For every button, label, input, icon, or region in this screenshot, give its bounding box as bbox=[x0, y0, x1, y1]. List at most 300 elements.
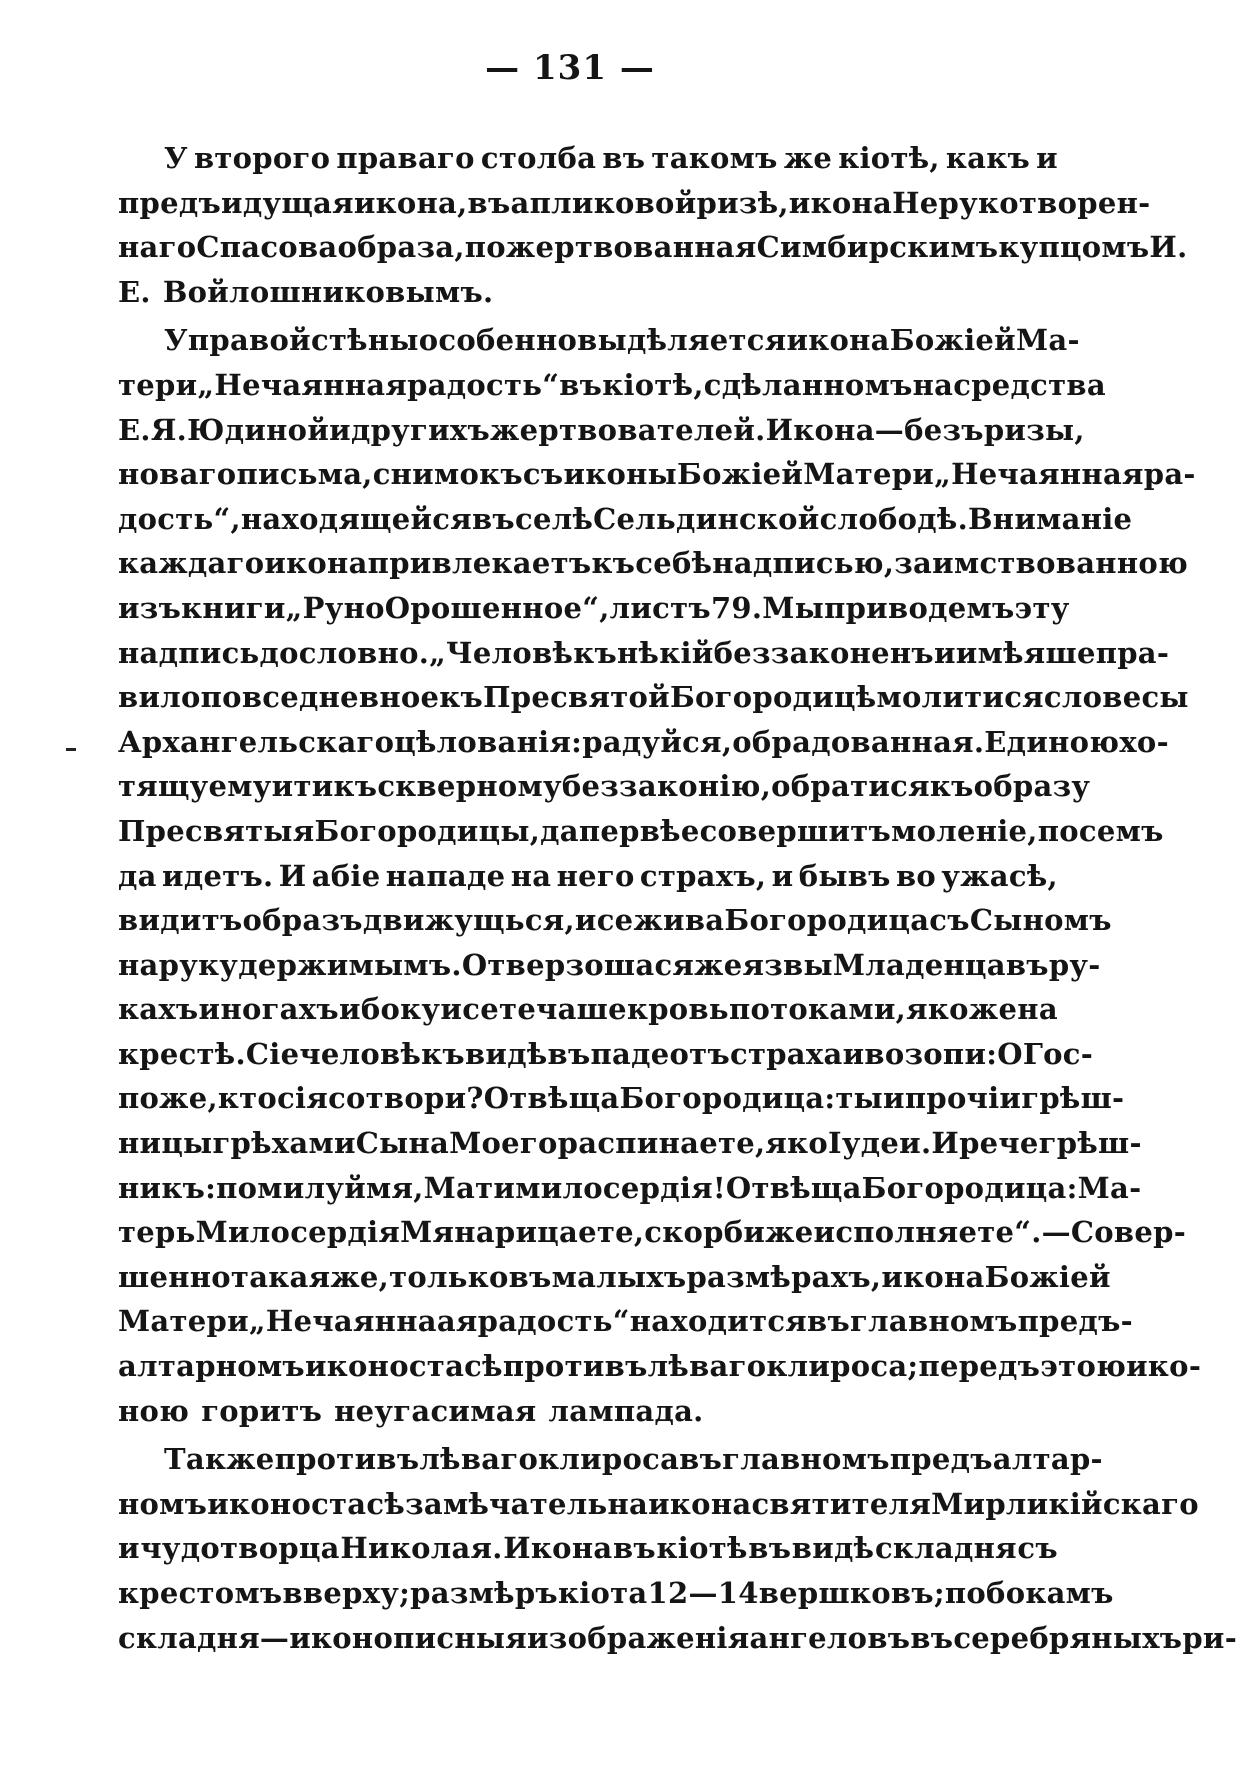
word: ною bbox=[118, 1393, 190, 1428]
word: клироса; bbox=[766, 1349, 919, 1384]
word: на bbox=[118, 947, 159, 982]
word: съ bbox=[1017, 1531, 1058, 1566]
word: У bbox=[164, 323, 188, 358]
margin-mark bbox=[66, 748, 76, 751]
word: и bbox=[198, 992, 221, 1027]
word: лампада. bbox=[548, 1393, 704, 1428]
word: человѣкъ bbox=[299, 1036, 465, 1071]
word: и bbox=[329, 412, 351, 447]
word: нападе bbox=[385, 858, 506, 893]
word: семъ bbox=[1078, 813, 1164, 848]
word: Я. bbox=[150, 412, 188, 447]
word: 12—14 bbox=[647, 1576, 759, 1610]
word: и bbox=[440, 992, 463, 1027]
text-line bbox=[118, 541, 1189, 586]
word: и bbox=[1036, 141, 1058, 175]
word: Богородицѣ bbox=[669, 680, 877, 715]
word: Ма- bbox=[1015, 323, 1080, 358]
word: въ bbox=[602, 141, 646, 175]
word: 79. bbox=[710, 590, 763, 625]
word: главномъ bbox=[722, 1442, 890, 1477]
text-line bbox=[118, 318, 1080, 363]
word: праваго bbox=[336, 141, 475, 175]
word: въ bbox=[467, 185, 511, 220]
word: размѣрахъ, bbox=[686, 1259, 882, 1294]
word: скверному bbox=[377, 769, 562, 804]
word: заимствованною bbox=[894, 546, 1189, 581]
word: предъидущая bbox=[118, 185, 354, 220]
word: малыхъ bbox=[551, 1259, 687, 1294]
word: по bbox=[944, 1576, 987, 1610]
word: и bbox=[842, 1036, 865, 1071]
text-line bbox=[118, 497, 1133, 542]
word: снимокъ bbox=[372, 457, 523, 492]
word: передъ bbox=[918, 1349, 1041, 1384]
word: Божіей bbox=[984, 1259, 1111, 1294]
word: Матери bbox=[803, 457, 935, 492]
word: во bbox=[895, 858, 937, 893]
word: листъ bbox=[609, 590, 711, 625]
word: ико- bbox=[1126, 1349, 1202, 1384]
word: рече bbox=[959, 1126, 1039, 1161]
word: нарицаете, bbox=[454, 1215, 645, 1250]
word: ангеловъ bbox=[749, 1620, 911, 1655]
word: и bbox=[574, 903, 597, 938]
word: ити bbox=[271, 769, 334, 804]
word: вило bbox=[118, 680, 201, 715]
word: Е. bbox=[118, 412, 151, 447]
word: иконы bbox=[563, 457, 678, 492]
word: эту bbox=[1014, 590, 1070, 625]
word: „Руно bbox=[285, 590, 385, 625]
word: крестомъ bbox=[118, 1576, 283, 1610]
word: Сыномъ bbox=[969, 903, 1112, 938]
word: письма, bbox=[236, 457, 373, 492]
word: Отвѣща bbox=[483, 1081, 620, 1116]
word: средства bbox=[953, 367, 1106, 402]
word: Мати bbox=[423, 1170, 516, 1205]
word: Мирликійскаго bbox=[931, 1486, 1199, 1521]
word: первѣе bbox=[578, 813, 700, 848]
word: страха bbox=[730, 1036, 843, 1071]
text-line bbox=[118, 1121, 1142, 1166]
word: цѣлованія: bbox=[394, 724, 583, 759]
word: икона, bbox=[353, 185, 468, 220]
word: кровь bbox=[626, 992, 729, 1027]
word: Богородица bbox=[724, 903, 930, 938]
word: Нерукотворен- bbox=[892, 185, 1151, 220]
text-line bbox=[118, 1482, 1199, 1527]
word: кто bbox=[217, 1081, 278, 1116]
word: Божіей bbox=[889, 323, 1016, 358]
word: радость“ bbox=[477, 1304, 630, 1339]
word: страхъ, bbox=[639, 858, 767, 893]
word: правой bbox=[187, 323, 311, 358]
word: выдѣляется bbox=[577, 323, 787, 358]
text-line bbox=[118, 270, 1058, 315]
word: къ bbox=[929, 769, 974, 804]
word: предъ- bbox=[1017, 1304, 1133, 1339]
word: совершитъ bbox=[699, 813, 892, 848]
text-line bbox=[118, 586, 1070, 631]
word: кахъ bbox=[118, 992, 199, 1027]
word: Войлошниковымъ. bbox=[162, 274, 494, 309]
word: кіотѣ bbox=[656, 1531, 748, 1566]
word: каждаго bbox=[118, 546, 265, 581]
word: особенно bbox=[418, 323, 578, 358]
text-line bbox=[118, 943, 1101, 988]
text-line bbox=[118, 720, 1169, 765]
word: „Нечаянная bbox=[934, 457, 1144, 492]
word: находится bbox=[629, 1304, 808, 1339]
word: него bbox=[556, 858, 635, 893]
word: въ bbox=[910, 1620, 954, 1655]
word: главномъ bbox=[850, 1304, 1018, 1339]
word: держимымъ. bbox=[238, 947, 462, 982]
word: и bbox=[338, 992, 361, 1027]
text-line bbox=[118, 1032, 1094, 1077]
word: исполняете“.—Совер- bbox=[813, 1215, 1187, 1250]
text-line bbox=[118, 225, 1188, 270]
word: надпись bbox=[118, 635, 260, 670]
word: язвы bbox=[742, 947, 833, 982]
word: се bbox=[596, 903, 634, 938]
word: Божіей bbox=[677, 457, 804, 492]
word: мя, bbox=[366, 1170, 424, 1205]
word: въ bbox=[508, 1259, 552, 1294]
word: же, bbox=[330, 1259, 390, 1294]
word: съ bbox=[929, 903, 970, 938]
word: же bbox=[765, 1215, 814, 1250]
word: только bbox=[389, 1259, 509, 1294]
word: этою bbox=[1040, 1349, 1127, 1384]
word: Моего bbox=[449, 1126, 558, 1161]
word: Отвѣща bbox=[725, 1170, 862, 1205]
word: апликовой bbox=[510, 185, 697, 220]
word: клироса bbox=[538, 1442, 680, 1477]
word: яко bbox=[906, 992, 969, 1027]
word: какъ bbox=[945, 141, 1031, 175]
word: Сельдинской bbox=[593, 501, 820, 536]
word: Вниманіе bbox=[967, 501, 1133, 536]
word: лѣваго bbox=[647, 1349, 767, 1384]
word: имѣяше bbox=[955, 635, 1096, 670]
word: слободѣ. bbox=[819, 501, 968, 536]
word: ты bbox=[835, 1081, 884, 1116]
word: терь bbox=[118, 1215, 196, 1250]
word: кіотѣ, bbox=[602, 367, 704, 402]
word: движущься, bbox=[362, 903, 575, 938]
word: на bbox=[1017, 992, 1058, 1027]
word: сотвори? bbox=[328, 1081, 484, 1116]
word: икона bbox=[881, 1259, 985, 1294]
word: и bbox=[883, 1081, 905, 1116]
word: повседневное bbox=[200, 680, 440, 715]
word: Сына bbox=[355, 1126, 450, 1161]
word: Богородицы, bbox=[314, 813, 541, 848]
word: ру- bbox=[1048, 947, 1101, 982]
word: дословно. bbox=[259, 635, 430, 670]
word: икона bbox=[786, 323, 890, 358]
word: горитъ bbox=[201, 1393, 323, 1428]
word: чудотворца bbox=[140, 1531, 340, 1566]
word: на bbox=[510, 858, 552, 893]
word: шенно bbox=[118, 1259, 231, 1294]
word: Сіе bbox=[245, 1036, 300, 1071]
word: О bbox=[997, 1036, 1023, 1071]
word: Спасова bbox=[196, 230, 338, 265]
word: серебряныхъ bbox=[953, 1620, 1183, 1655]
text-line bbox=[118, 1210, 1187, 1255]
word: да bbox=[118, 858, 157, 893]
word: бокамъ bbox=[986, 1576, 1114, 1610]
word: Икона bbox=[503, 1531, 613, 1566]
word: изображенія bbox=[527, 1620, 750, 1655]
word: грѣш- bbox=[1021, 1081, 1125, 1116]
word: надписью, bbox=[712, 546, 895, 581]
word: Богородица: bbox=[619, 1081, 836, 1116]
word: себѣ bbox=[635, 546, 713, 581]
word: Юдиной bbox=[187, 412, 330, 447]
word: столба bbox=[480, 141, 597, 175]
text-line bbox=[118, 1166, 1142, 1211]
word: вверху; bbox=[282, 1576, 411, 1610]
word: ужасѣ, bbox=[941, 858, 1058, 893]
word: же bbox=[694, 947, 743, 982]
word: Пресвятыя bbox=[118, 813, 315, 848]
word: привлекаетъ bbox=[367, 546, 592, 581]
word: бывъ bbox=[798, 858, 891, 893]
word: Пресвятой bbox=[483, 680, 670, 715]
word: помилуй bbox=[216, 1170, 367, 1205]
word: Гос- bbox=[1022, 1036, 1094, 1071]
text-line bbox=[118, 1437, 1103, 1482]
word: вершковъ; bbox=[758, 1576, 945, 1610]
word: Также bbox=[164, 1442, 275, 1477]
word: течаше bbox=[499, 992, 627, 1027]
word: и bbox=[771, 858, 794, 893]
text-line bbox=[118, 136, 1058, 181]
word: иконостасѣ bbox=[304, 1349, 503, 1384]
word: селѣ bbox=[514, 501, 594, 536]
word: Младенца bbox=[832, 947, 1006, 982]
text-line bbox=[118, 764, 1091, 809]
text-line bbox=[118, 408, 1085, 453]
text-line bbox=[118, 1255, 1111, 1300]
text-line bbox=[118, 631, 1170, 676]
word: противъ bbox=[502, 1349, 648, 1384]
word: противъ bbox=[274, 1442, 420, 1477]
word: распинаете, bbox=[557, 1126, 766, 1161]
word: грѣхами bbox=[212, 1126, 356, 1161]
text-line bbox=[118, 363, 1106, 408]
word: въ bbox=[748, 1531, 792, 1566]
word: молитися bbox=[876, 680, 1044, 715]
word: стѣны bbox=[310, 323, 419, 358]
word: И. bbox=[1149, 230, 1188, 265]
word: неугасимая bbox=[334, 1393, 537, 1428]
word: хо- bbox=[1119, 724, 1169, 759]
word: образа, bbox=[337, 230, 465, 265]
word: ему bbox=[208, 769, 272, 804]
text-line bbox=[118, 898, 1112, 943]
word: ра- bbox=[1143, 457, 1196, 492]
word: другихъ bbox=[350, 412, 491, 447]
word: радуйся, bbox=[582, 724, 733, 759]
word: „Нечаянная bbox=[197, 367, 408, 402]
word: Симбирскимъ bbox=[756, 230, 999, 265]
text-line bbox=[118, 987, 1058, 1032]
word: къ bbox=[333, 769, 378, 804]
word: пра- bbox=[1095, 635, 1170, 670]
word: новаго bbox=[118, 457, 237, 492]
word: радость“ bbox=[407, 367, 560, 402]
word: размѣръ bbox=[410, 1576, 558, 1610]
word: на bbox=[912, 367, 954, 402]
word: ницы bbox=[118, 1126, 213, 1161]
word: икона bbox=[264, 546, 368, 581]
word: въ bbox=[471, 501, 515, 536]
word: идетъ. bbox=[162, 858, 274, 893]
word: Е. bbox=[118, 274, 151, 309]
word: Мя bbox=[400, 1215, 455, 1250]
word: въ bbox=[612, 1531, 656, 1566]
word: Николая. bbox=[340, 1531, 503, 1566]
word: нѣкій bbox=[617, 635, 714, 670]
word: И bbox=[931, 1126, 960, 1161]
word: Единою bbox=[984, 724, 1120, 759]
word: видѣ bbox=[791, 1531, 875, 1566]
word: Милосердія bbox=[195, 1215, 401, 1250]
word: сія bbox=[277, 1081, 329, 1116]
word: предъалтар- bbox=[889, 1442, 1103, 1477]
text-line bbox=[118, 1299, 1133, 1344]
word: ризы, bbox=[983, 412, 1085, 447]
word: Орошенное“, bbox=[384, 590, 610, 625]
word: пожертвованная bbox=[464, 230, 757, 265]
word: абіе bbox=[311, 858, 381, 893]
word: сдѣланномъ bbox=[703, 367, 913, 402]
word: замѣчательна bbox=[405, 1486, 649, 1521]
word: Мы bbox=[762, 590, 825, 625]
word: видитъ bbox=[118, 903, 243, 938]
word: икона bbox=[788, 185, 893, 220]
word: тери bbox=[118, 367, 198, 402]
word: милосердія! bbox=[515, 1170, 726, 1205]
word: купцомъ bbox=[998, 230, 1150, 265]
word: беззаконію, bbox=[561, 769, 772, 804]
word: и bbox=[933, 635, 956, 670]
word: И bbox=[278, 858, 307, 893]
word: иконостасѣ bbox=[207, 1486, 406, 1521]
text-line bbox=[118, 1389, 1058, 1434]
word: наго bbox=[118, 230, 197, 265]
text-line bbox=[118, 181, 1151, 226]
word: яко bbox=[765, 1126, 829, 1161]
word: грѣш- bbox=[1038, 1126, 1142, 1161]
word: книги bbox=[181, 590, 286, 625]
text-line bbox=[118, 1344, 1202, 1389]
word: да bbox=[540, 813, 579, 848]
word: находящейся bbox=[240, 501, 472, 536]
text-line bbox=[118, 1616, 1237, 1661]
word: къ bbox=[439, 680, 484, 715]
text-line bbox=[118, 452, 1196, 497]
word: такомъ bbox=[651, 141, 778, 175]
word: крестѣ. bbox=[118, 1036, 246, 1071]
word: приводемъ bbox=[824, 590, 1015, 625]
word: жива bbox=[633, 903, 725, 938]
word: никъ: bbox=[118, 1170, 217, 1205]
word: святителя bbox=[751, 1486, 932, 1521]
word: руку bbox=[158, 947, 239, 982]
text-line bbox=[118, 675, 1189, 720]
word: скорби bbox=[644, 1215, 766, 1250]
word: въ bbox=[559, 367, 603, 402]
text-line bbox=[118, 809, 1164, 854]
word: же bbox=[968, 992, 1018, 1027]
word: „Нечаяннаая bbox=[248, 1304, 478, 1339]
word: паде bbox=[590, 1036, 670, 1071]
word: тящу bbox=[118, 769, 209, 804]
word: въ bbox=[1005, 947, 1049, 982]
word: же bbox=[783, 141, 833, 175]
word: возопи: bbox=[864, 1036, 998, 1071]
text-line bbox=[118, 1076, 1125, 1121]
word: Архангельскаго bbox=[118, 724, 395, 759]
word: алтарномъ bbox=[118, 1349, 305, 1384]
word: по bbox=[1037, 813, 1079, 848]
word: Отверзошася bbox=[461, 947, 695, 982]
word: отъ bbox=[669, 1036, 730, 1071]
word: Богородица: bbox=[861, 1170, 1078, 1205]
word: се bbox=[462, 992, 499, 1027]
word: дость“, bbox=[118, 501, 241, 536]
word: второго bbox=[193, 141, 331, 175]
word: Матери bbox=[118, 1304, 249, 1339]
word: беззаконенъ bbox=[713, 635, 934, 670]
text-line bbox=[118, 1526, 1058, 1571]
word: обратися bbox=[771, 769, 930, 804]
word: ногахъ bbox=[220, 992, 339, 1027]
text-line bbox=[118, 854, 1058, 899]
word: обрадованная. bbox=[732, 724, 985, 759]
word: икона bbox=[648, 1486, 752, 1521]
word: складня—иконописныя bbox=[118, 1620, 527, 1655]
body-text bbox=[118, 136, 1237, 1660]
word: словесы bbox=[1043, 680, 1189, 715]
word: поже, bbox=[118, 1081, 218, 1116]
word: кіота bbox=[557, 1576, 648, 1610]
word: образу bbox=[973, 769, 1091, 804]
word: У bbox=[164, 141, 188, 175]
word: ри- bbox=[1182, 1620, 1237, 1655]
word: къ bbox=[591, 546, 636, 581]
word: въ bbox=[807, 1304, 851, 1339]
word: прочіи bbox=[904, 1081, 1022, 1116]
word: моленіе, bbox=[891, 813, 1038, 848]
word: лѣваго bbox=[419, 1442, 539, 1477]
word: „Человѣкъ bbox=[429, 635, 618, 670]
word: жертвователей. bbox=[490, 412, 766, 447]
word: Іудеи. bbox=[828, 1126, 932, 1161]
word: номъ bbox=[118, 1486, 208, 1521]
word: ризѣ, bbox=[696, 185, 789, 220]
page-number: — 131 — bbox=[485, 48, 655, 88]
text-line bbox=[118, 1571, 1114, 1616]
word: боку bbox=[360, 992, 441, 1027]
word: изъ bbox=[118, 590, 182, 625]
